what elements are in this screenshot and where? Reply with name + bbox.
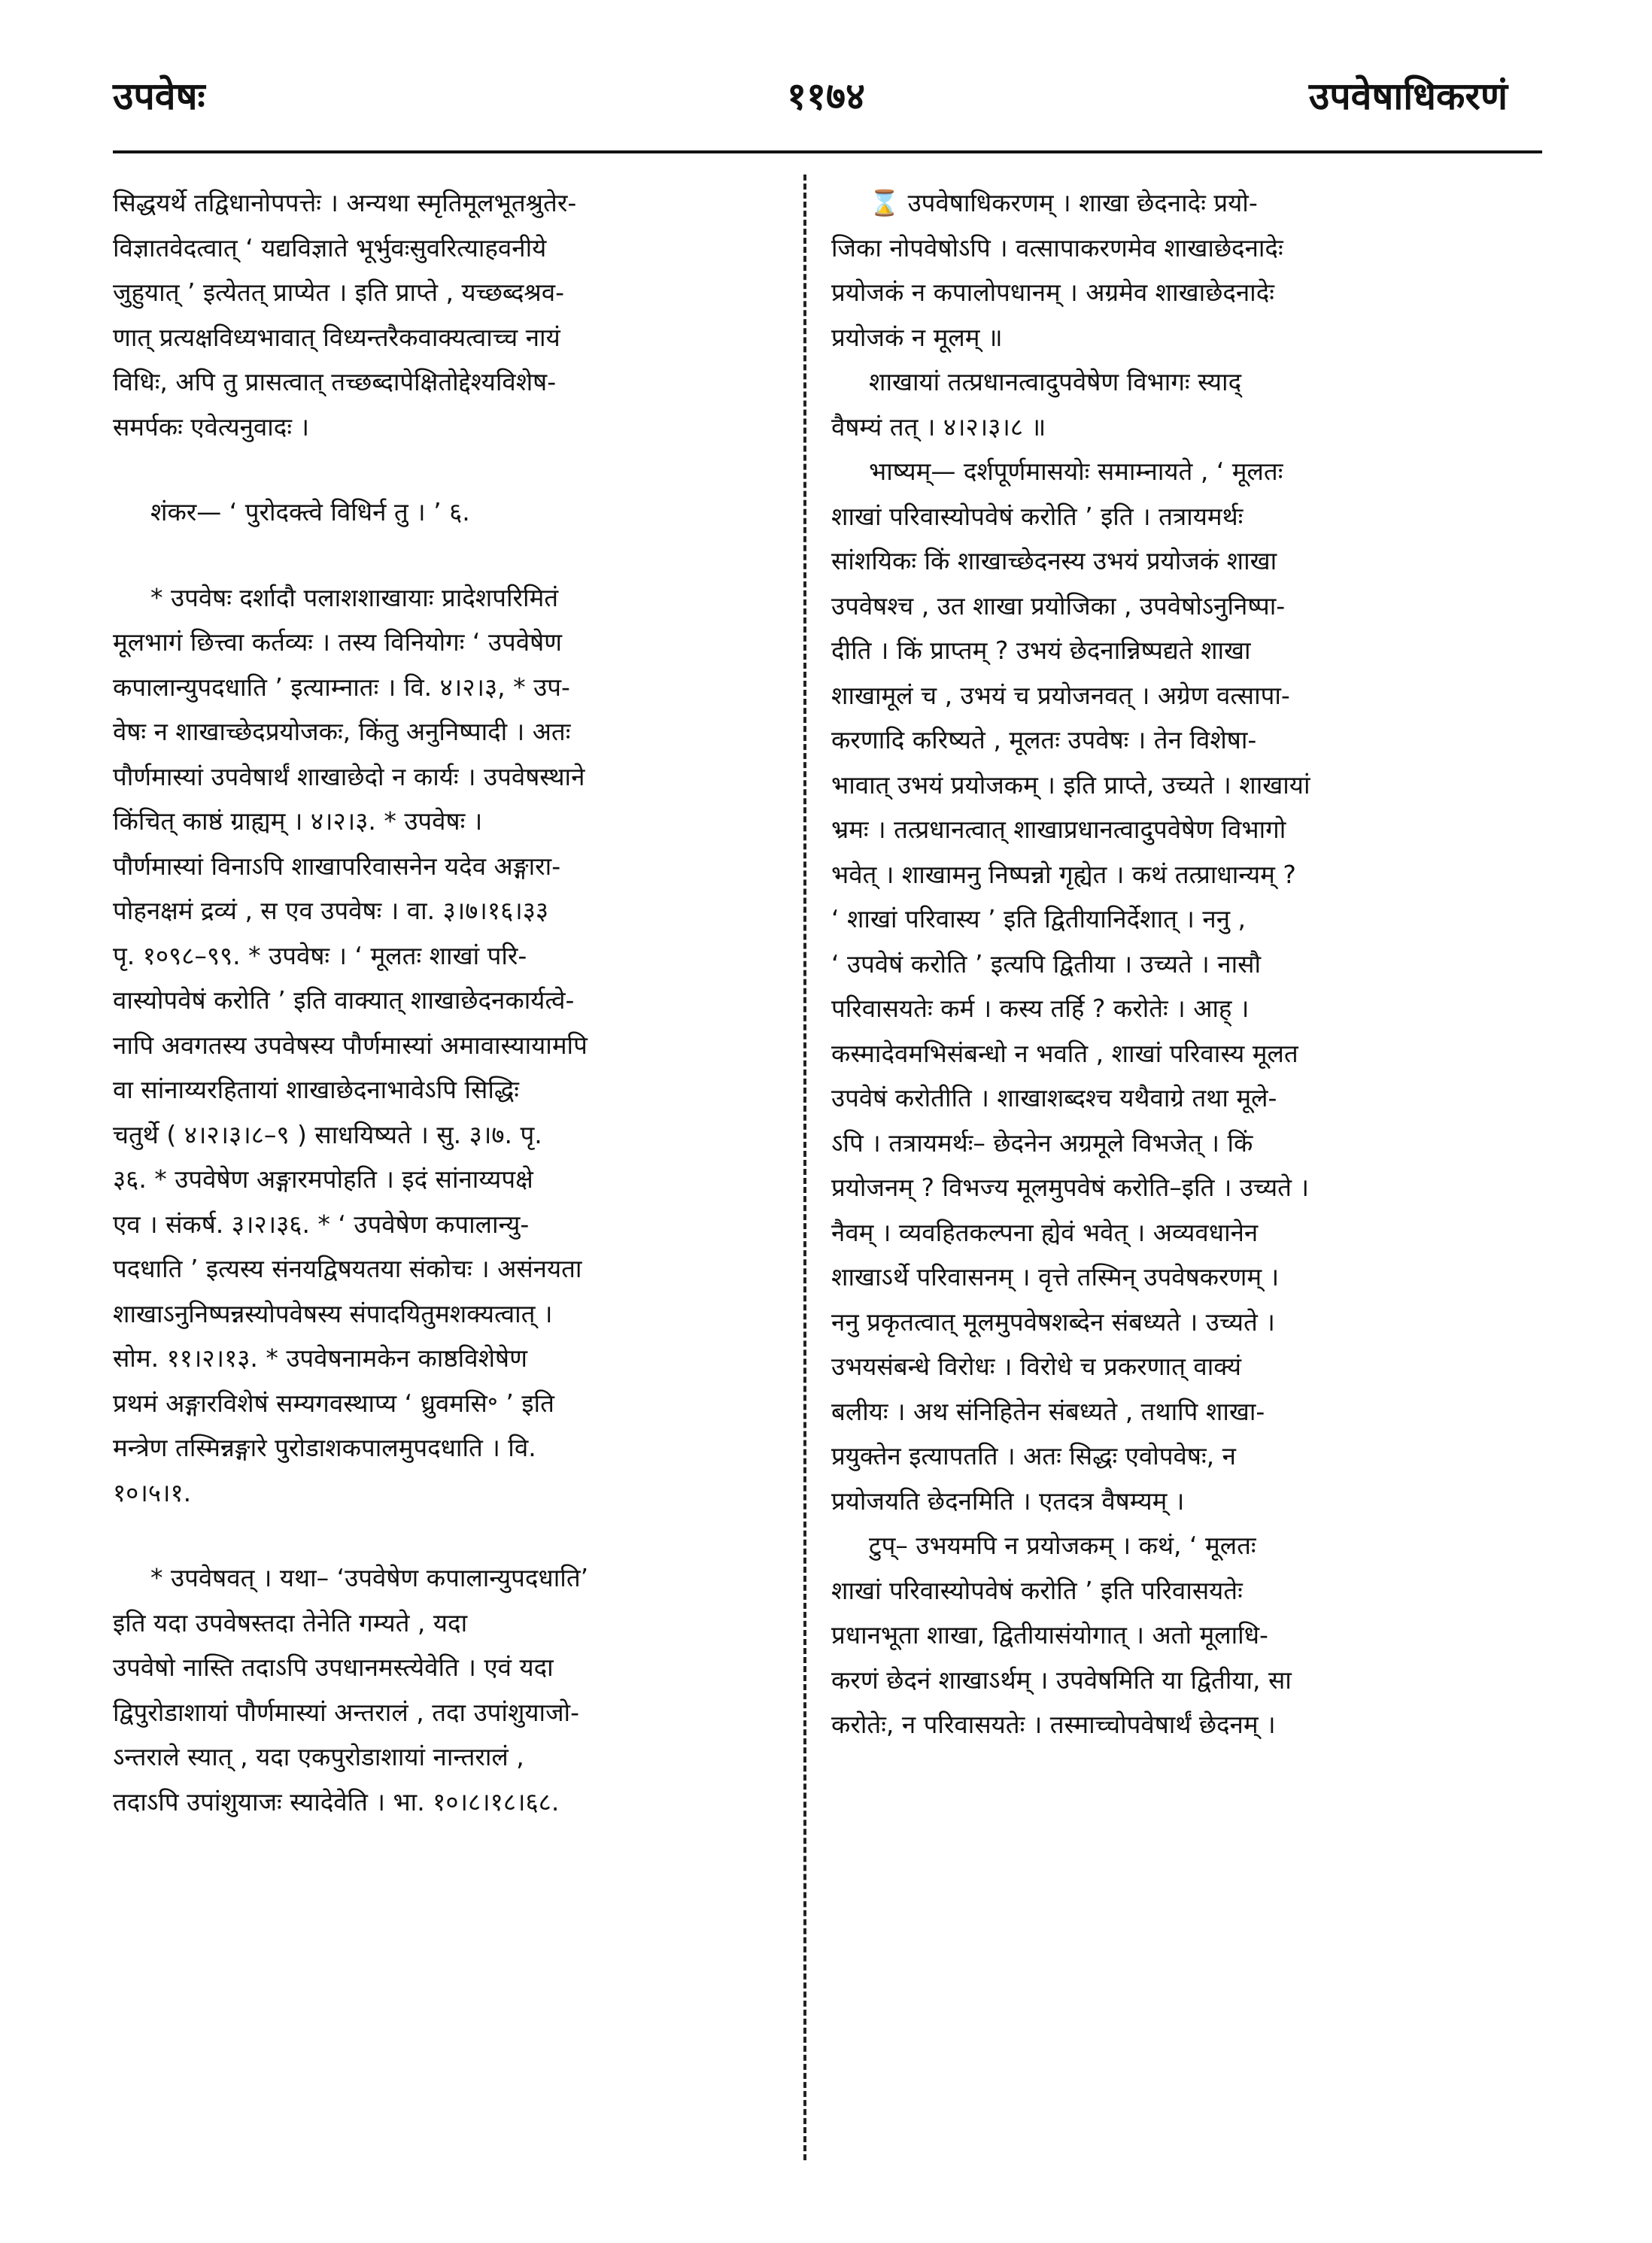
text-line: प्रयोजकं न कपालोपधानम् । अग्रमेव शाखाछेदनादेः bbox=[831, 278, 1274, 307]
text-line: ननु प्रकृतत्वात् मूलमुपवेषशब्देन संबध्यते । उच्यते । bbox=[831, 1307, 1275, 1337]
text-line: सांशयिकः किं शाखाच्छेदनस्य उभयं प्रयोजकं शाखा bbox=[831, 546, 1277, 575]
running-head-right: उपवेषाधिकरणं bbox=[1308, 74, 1508, 118]
text-line: जुहुयात् ’ इत्येतत् प्राप्येत । इति प्राप्ते , यच्छब्दश्रव- bbox=[113, 278, 565, 307]
text-line: भवेत् । शाखामनु निष्पन्नो गृह्येत । कथं तत्प्राधान्यम् ? bbox=[831, 859, 1296, 889]
text-line: ⌛ उपवेषाधिकरणम् । शाखा छेदनादेः प्रयो- bbox=[869, 188, 1258, 217]
text-line: पदधाति ’ इत्यस्य संनयद्विषयतया संकोचः । असंनयता bbox=[113, 1254, 582, 1283]
text-line: * उपवेषः दर्शादौ पलाशशाखायाः प्रादेशपरिमितं bbox=[150, 582, 559, 612]
text-line: वैषम्यं तत् । ४।२।३।८ ॥ bbox=[831, 411, 1046, 442]
paragraph-gap bbox=[113, 535, 779, 575]
text-line: शाखायां तत्प्रधानत्वादुपवेषेण विभागः स्याद् bbox=[869, 367, 1242, 396]
text-line: प्रयोजनम् ? विभज्य मूलमुपवेषं करोति–इति । उच्यते । bbox=[831, 1173, 1309, 1202]
right-column bbox=[831, 181, 1538, 1747]
text-line: इति यदा उपवेषस्तदा तेनेति गम्यते , यदा bbox=[113, 1607, 468, 1637]
text-line: द्विपुरोडाशायां पौर्णमास्यां अन्तरालं , तदा उपांशुयाजो- bbox=[113, 1697, 580, 1727]
text-line: पृ. १०९८–९९. * उपवेषः । ‘ मूलतः शाखां परि- bbox=[113, 940, 527, 970]
text-line: शाखां परिवास्योपवेषं करोति ’ इति । तत्रायमर्थः bbox=[831, 501, 1244, 531]
text-line: मूलभागं छित्त्वा कर्तव्यः । तस्य विनियोगः ‘ उपवेषेण bbox=[113, 627, 563, 657]
paragraph-gap bbox=[113, 1515, 779, 1556]
text-line: वास्योपवेषं करोति ’ इति वाक्यात् शाखाछेदनकार्यत्वे- bbox=[113, 985, 575, 1015]
text-line: बलीयः । अथ संनिहितेन संबध्यते , तथापि शाखा- bbox=[831, 1396, 1265, 1426]
running-head-left: उपवेषः bbox=[113, 74, 205, 118]
text-line: वेषः न शाखाच्छेदप्रयोजकः, किंतु अनुनिष्पादी । अतः bbox=[113, 717, 571, 746]
text-line: भाष्यम्— दर्शपूर्णमासयोः समाम्नायते , ‘ मूलतः bbox=[869, 457, 1283, 486]
text-line: शाखाऽनुनिष्पन्नस्योपवेषस्य संपादयितुमशक्यत्वात् । bbox=[113, 1298, 553, 1328]
text-line: पोहनक्षमं द्रव्यं , स एव उपवेषः । वा. ३।७।१६।३३ bbox=[113, 896, 549, 925]
text-line: तदाऽपि उपांशुयाजः स्यादेवेति । भा. १०।८।१८।६८. bbox=[113, 1786, 560, 1817]
text-line: विज्ञातवेदत्वात् ‘ यद्यविज्ञाते भूर्भुवःसुवरित्याहवनीये bbox=[113, 232, 547, 263]
text-line: उपवेषश्च , उत शाखा प्रयोजिका , उपवेषोऽनुनिष्पा- bbox=[831, 590, 1286, 621]
header-rule bbox=[113, 150, 1542, 153]
text-line: करणं छेदनं शाखाऽर्थम् । उपवेषमिति या द्वितीया, सा bbox=[831, 1665, 1292, 1695]
text-line: कपालान्युपदधाति ’ इत्याम्नातः । वि. ४।२।३, * उप- bbox=[113, 672, 570, 702]
column-separator bbox=[803, 175, 806, 2160]
text-line: उपवेषो नास्ति तदाऽपि उपधानमस्त्येवेति । एवं यदा bbox=[113, 1653, 554, 1682]
paragraph-gap bbox=[113, 449, 779, 490]
text-line: शाखामूलं च , उभयं च प्रयोजनवत् । अग्रेण वत्सापा- bbox=[831, 680, 1290, 710]
text-line: प्रयोजयति छेदनमिति । एतदत्र वैषम्यम् । bbox=[831, 1486, 1185, 1516]
text-line: नापि अवगतस्य उपवेषस्य पौर्णमास्यां अमावास्यायामपि bbox=[113, 1030, 588, 1060]
text-line: मन्त्रेण तस्मिन्नङ्गारे पुरोडाशकपालमुपदधाति । वि. bbox=[113, 1433, 536, 1462]
text-line: करणादि करिष्यते , मूलतः उपवेषः । तेन विशेषा- bbox=[831, 725, 1257, 754]
text-line: णात् प्रत्यक्षविध्यभावात् विध्यन्तरैकवाक्यत्वाच्च नायं bbox=[113, 322, 560, 352]
text-line: करोतेः, न परिवासयतेः । तस्माच्चोपवेषार्थं छेदनम् । bbox=[831, 1710, 1276, 1739]
text-line: १०।५।१. bbox=[113, 1477, 192, 1507]
text-line: पौर्णमास्यां विनाऽपि शाखापरिवासनेन यदेव अङ्गारा- bbox=[113, 851, 561, 881]
text-line: उपवेषं करोतीति । शाखाशब्दश्च यथैवाग्रे तथा मूले- bbox=[831, 1083, 1277, 1112]
text-line: परिवासयतेः कर्म । कस्य तर्हि ? करोतेः । आह् । bbox=[831, 994, 1250, 1023]
text-line: टुप्– उभयमपि न प्रयोजकम् । कथं, ‘ मूलतः bbox=[869, 1531, 1256, 1560]
text-line: ऽपि । तत्रायमर्थः– छेदनेन अग्रमूले विभजेत् । किं bbox=[831, 1128, 1253, 1158]
text-line: सिद्धयर्थे तद्विधानोपपत्तेः । अन्यथा स्मृतिमूलभूतश्रुतेर- bbox=[113, 188, 577, 217]
text-line: शाखां परिवास्योपवेषं करोति ’ इति परिवासयतेः bbox=[831, 1575, 1243, 1605]
text-line: प्रयोजकं न मूलम् ॥ bbox=[831, 322, 1003, 352]
text-line: ३६. * उपवेषेण अङ्गारमपोहति । इदं सांनाय्यपक्षे bbox=[113, 1164, 533, 1194]
text-line: जिका नोपवेषोऽपि । वत्सापाकरणमेव शाखाछेदनादेः bbox=[831, 232, 1283, 263]
text-line: दीति । किं प्राप्तम् ? उभयं छेदनान्निष्पद्यते शाखा bbox=[831, 636, 1251, 665]
text-line: समर्पकः एवेत्यनुवादः । bbox=[113, 411, 309, 442]
text-line: एव । संकर्ष. ३।२।३६. * ‘ उपवेषेण कपालान्यु- bbox=[113, 1209, 530, 1239]
text-line: सोम. ११।२।१३. * उपवेषनामकेन काष्ठविशेषेण bbox=[113, 1343, 527, 1373]
text-line: * उपवेषवत् । यथा– ‘उपवेषेण कपालान्युपदधाति’ bbox=[150, 1563, 589, 1592]
text-line: शाखाऽर्थे परिवासनम् । वृत्ते तस्मिन् उपवेषकरणम् । bbox=[831, 1262, 1280, 1291]
text-line: प्रयुक्तेन इत्यापतति । अतः सिद्धः एवोपवेषः, न bbox=[831, 1441, 1236, 1471]
text-line: कस्मादेवमभिसंबन्धो न भवति , शाखां परिवास्य मूलत bbox=[831, 1038, 1298, 1068]
text-line: ‘ उपवेषं करोति ’ इत्यपि द्वितीया । उच्यते । नासौ bbox=[831, 948, 1261, 979]
text-line: विधिः, अपि तु प्रासत्वात् तच्छब्दापेक्षितोद्देश्यविशेष- bbox=[113, 367, 557, 396]
text-line: भावात् उभयं प्रयोजकम् । इति प्राप्ते, उच्यते । शाखायां bbox=[831, 769, 1310, 800]
text-line: उभयसंबन्धे विरोधः । विरोधे च प्रकरणात् वाक्यं bbox=[831, 1352, 1242, 1381]
text-line: प्रथमं अङ्गारविशेषं सम्यगवस्थाप्य ‘ ध्रुवमसि॰ ’ इति bbox=[113, 1388, 554, 1418]
text-line: वा सांनाय्यरहितायां शाखाछेदनाभावेऽपि सिद्धिः bbox=[113, 1075, 519, 1104]
text-line: शंकर— ‘ पुरोदक्त्वे विधिर्न तु । ’ ६. bbox=[150, 497, 470, 527]
text-line: पौर्णमास्यां उपवेषार्थं शाखाछेदो न कार्यः । उपवेषस्थाने bbox=[113, 761, 585, 791]
text-line: नैवम् । व्यवहितकल्पना ह्येवं भवेत् । अव्यवधानेन bbox=[831, 1217, 1259, 1247]
left-column bbox=[113, 181, 779, 1824]
text-line: ऽन्तराले स्यात् , यदा एकपुरोडाशायां नान्तरालं , bbox=[113, 1742, 524, 1771]
text-line: चतुर्थे ( ४।२।३।८–९ ) साधयिष्यते । सु. ३।७. पृ. bbox=[113, 1119, 542, 1149]
text-line: किंचित् काष्ठं ग्राह्यम् । ४।२।३. * उपवेषः । bbox=[113, 806, 483, 836]
page-number: ११७४ bbox=[787, 74, 865, 118]
text-line: प्रधानभूता शाखा, द्वितीयासंयोगात् । अतो मूलाधि- bbox=[831, 1620, 1268, 1650]
text-line: ‘ शाखां परिवास्य ’ इति द्वितीयानिर्देशात् । ननु , bbox=[831, 904, 1247, 933]
text-line: भ्रमः । तत्प्रधानत्वात् शाखाप्रधानत्वादुपवेषेण विभागो bbox=[831, 815, 1286, 844]
